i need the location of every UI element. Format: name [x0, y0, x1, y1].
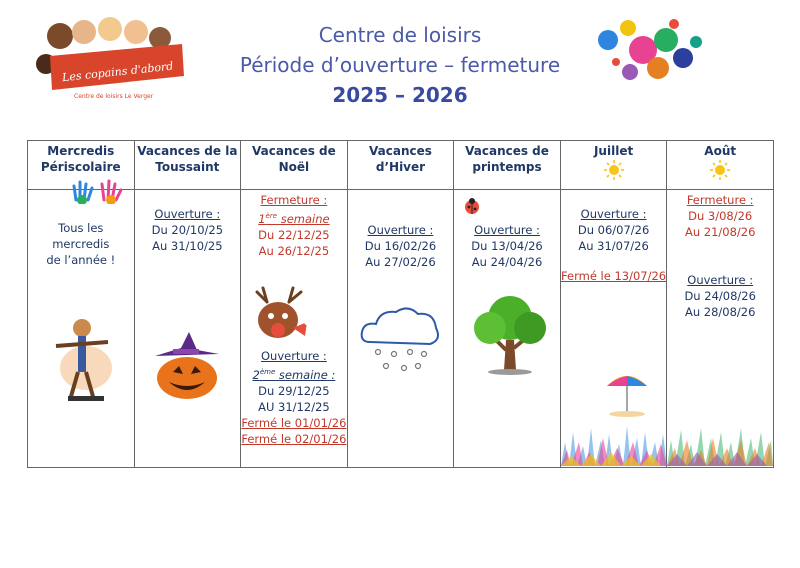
content-row	[28, 190, 774, 468]
aout-opening-label: Ouverture :	[687, 273, 754, 287]
toussaint-to: Au 31/10/25	[152, 239, 223, 253]
cell-hiver	[347, 190, 454, 468]
header-toussaint: Vacances de la Toussaint	[134, 141, 241, 190]
hiver-from: Du 16/02/26	[364, 239, 437, 253]
noel-opening-to: AU 31/12/25	[258, 399, 330, 414]
aout-opening-to: Au 28/08/26	[684, 305, 756, 319]
aout-closing-to: Au 21/08/26	[684, 225, 756, 239]
hiver-to: Au 27/02/26	[365, 255, 436, 269]
juillet-to: Au 31/07/26	[578, 239, 649, 253]
color-grass-splash	[561, 422, 667, 466]
noel-opening-label: Ouverture :	[260, 349, 327, 363]
juillet-from: Du 06/07/26	[577, 223, 650, 237]
printemps-label: Ouverture :	[474, 223, 540, 237]
juillet-closed: Fermé le 13/07/26	[561, 269, 667, 283]
cell-printemps	[454, 190, 561, 468]
logo-text: Les copains d'abord	[61, 59, 174, 85]
header-printemps: Vacances de printemps	[454, 141, 561, 190]
juillet-label: Ouverture :	[580, 207, 647, 221]
hiver-label: Ouverture :	[367, 223, 434, 237]
mercredis-line-3: de l’année !	[46, 253, 116, 267]
scarecrow-icon	[50, 312, 114, 404]
noel-week2: 2ème semaine :	[252, 367, 336, 382]
mercredis-line-2: mercredis	[52, 237, 110, 251]
aout-opening-from: Du 24/08/26	[684, 289, 756, 303]
aout-closing-label: Fermeture :	[686, 193, 754, 207]
aout-closing-from: Du 3/08/26	[688, 209, 753, 223]
noel-closing-from: Du 22/12/25	[258, 227, 330, 242]
hands-icon	[68, 176, 128, 204]
title-line-3: 2025 – 2026	[332, 83, 468, 107]
sun-icon	[603, 159, 625, 181]
mercredis-line-1: Tous les	[58, 221, 104, 235]
cell-aout	[667, 190, 774, 468]
title-line-1: Centre de loisirs	[318, 23, 482, 47]
tree-icon	[472, 290, 548, 376]
calendar-table	[27, 140, 774, 468]
toussaint-label: Ouverture :	[154, 207, 221, 221]
cell-noel	[241, 190, 348, 468]
header-noel: Vacances de Noël	[241, 141, 348, 190]
sun-icon	[709, 159, 731, 181]
page-title-block	[200, 20, 600, 110]
header-aout: Août	[667, 141, 774, 190]
pumpkin-witch-hat-icon	[151, 332, 223, 400]
paint-splash-image	[588, 10, 708, 96]
noel-closing-to: Au 26/12/25	[258, 243, 330, 258]
noel-closed-2: Fermé le 02/01/26	[241, 431, 347, 446]
noel-week1: 1ère semaine	[258, 211, 330, 226]
snow-cloud-icon	[358, 302, 442, 374]
header-row	[28, 141, 774, 190]
toussaint-from: Du 20/10/25	[151, 223, 224, 237]
logo-copains-dabord	[32, 14, 192, 100]
noel-opening-from: Du 29/12/25	[258, 383, 330, 398]
noel-closing-label: Fermeture :	[260, 193, 328, 207]
reindeer-icon	[249, 284, 311, 344]
header-hiver: Vacances d’Hiver	[347, 141, 454, 190]
header-juillet: Juillet	[560, 141, 667, 190]
noel-closed-1: Fermé le 01/01/26	[241, 415, 347, 430]
cell-toussaint	[134, 190, 241, 468]
logo-subtext: Centre de loisirs Le Verger	[74, 93, 154, 100]
header-mercredis: Mercredis Périscolaire	[28, 141, 135, 190]
color-grass-splash	[667, 422, 773, 466]
printemps-from: Du 13/04/26	[471, 239, 543, 253]
title-line-2: Période d’ouverture – fermeture	[239, 53, 561, 77]
cell-juillet	[560, 190, 667, 468]
cell-mercredis	[28, 190, 135, 468]
beach-umbrella-icon	[605, 370, 649, 418]
ladybug-icon	[462, 196, 482, 216]
printemps-to: Au 24/04/26	[471, 255, 543, 269]
